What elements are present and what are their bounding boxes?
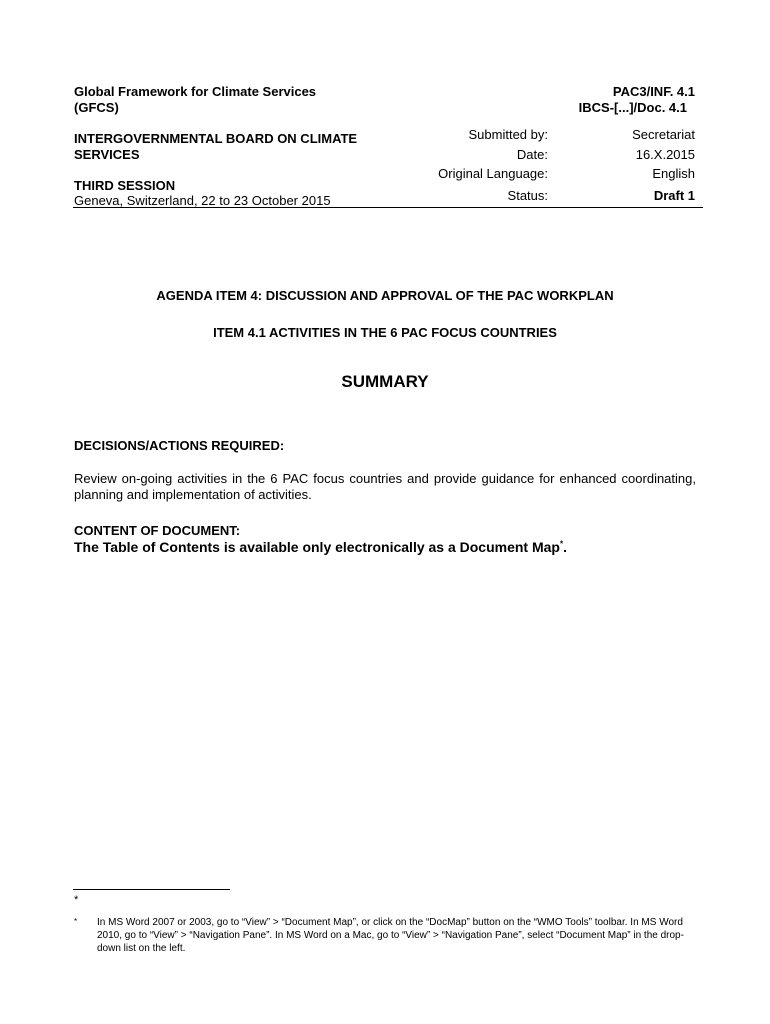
header-divider (73, 207, 703, 208)
meta-value-date: 16.X.2015 (635, 147, 695, 162)
organization-name-line2: (GFCS) (74, 100, 119, 115)
decisions-text: Review on-going activities in the 6 PAC focus countries and provide guidance for enhanced coordinating, planning and implementation of activities. (74, 471, 696, 502)
meta-value-submitted: Secretariat (632, 127, 695, 142)
footnote-divider (73, 889, 230, 890)
session-title: THIRD SESSION (74, 178, 176, 193)
session-venue: Geneva, Switzerland, 22 to 23 October 2015 (74, 193, 331, 208)
summary-heading: SUMMARY (341, 372, 429, 391)
meta-label-status: Status: (507, 188, 548, 203)
content-heading: CONTENT OF DOCUMENT: (74, 523, 241, 538)
meta-label-submitted: Submitted by: (468, 127, 548, 142)
meta-label-date: Date: (516, 147, 548, 162)
decisions-heading: DECISIONS/ACTIONS REQUIRED: (74, 438, 285, 453)
content-period: . (563, 539, 567, 555)
content-text: The Table of Contents is available only electronically as a Document Map (74, 539, 560, 555)
organization-name (74, 84, 316, 116)
meta-label-language: Original Language: (438, 166, 548, 181)
item-title: ITEM 4.1 ACTIVITIES IN THE 6 PAC FOCUS COUNTRIES (213, 325, 557, 340)
organization-name-line1: Global Framework for Climate Services (74, 84, 317, 99)
meta-value-language: English (652, 166, 695, 181)
content-text-line (74, 538, 567, 556)
board-name-line2: SERVICES (74, 147, 140, 162)
reference-line2: IBCS-[...]/Doc. 4.1 (578, 100, 687, 115)
footnote-reference: * (559, 539, 564, 549)
reference-line1: PAC3/INF. 4.1 (612, 84, 695, 99)
footnote-mark: * (74, 917, 78, 926)
meta-value-status: Draft 1 (653, 188, 695, 203)
footnote-text: In MS Word 2007 or 2003, go to “View” > “Document Map”, or click on the “DocMap” button on the “WMO Tools” toolbar. In MS Word 2010, go to “View” > “Navigation Pane”. In MS Word on a Mac, go to “View” > “Navigation Pane”, select “Document Map” in the drop-down list on the left. (97, 917, 684, 954)
agenda-item-title: AGENDA ITEM 4: DISCUSSION AND APPROVAL OF THE PAC WORKPLAN (156, 288, 614, 303)
board-name (74, 131, 357, 163)
footnote-separator-mark: * (74, 894, 79, 906)
board-name-line1: INTERGOVERNMENTAL BOARD ON CLIMATE (74, 131, 358, 146)
document-reference (480, 84, 695, 116)
